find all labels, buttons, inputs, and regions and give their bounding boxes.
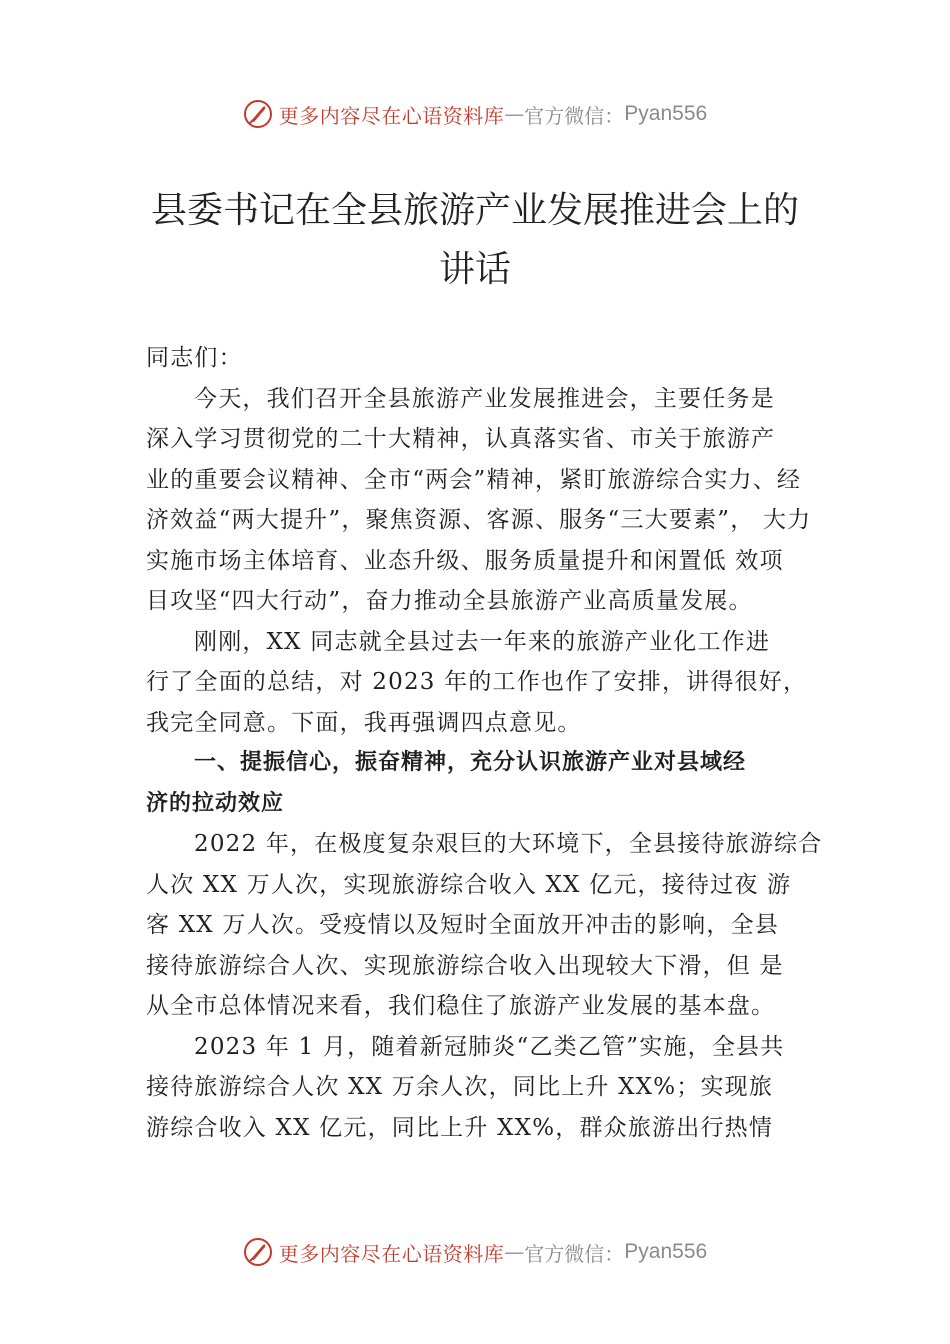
document-title-line-2: 讲话 — [438, 249, 511, 290]
body-line: 2023 年 1 月，随着新冠肺炎“乙类乙管”实施，全县共 — [194, 1033, 785, 1060]
banner-wechat-id: Pyan556 — [624, 1240, 708, 1263]
section-heading-line: 济的拉动效应 — [146, 790, 285, 816]
document-body — [146, 338, 823, 1148]
section-heading-line: 一、提振信心，振奋精神，充分认识旅游产业对县域经 — [194, 750, 747, 775]
banner-brand-text: 更多内容尽在心语资料库 — [278, 1241, 505, 1266]
body-line: 从全市总体情况来看，我们稳住了旅游产业发展的基本盘。 — [146, 993, 776, 1019]
header-watermark-banner — [0, 94, 950, 134]
body-line: 接待旅游综合人次 XX 万余人次，同比上升 XX%；实现旅 — [146, 1074, 774, 1100]
body-line: 目攻坚“四大行动”，奋力推动全县旅游产业高质量发展。 — [146, 588, 753, 614]
body-line: 游综合收入 XX 亿元，同比上升 XX%，群众旅游出行热情 — [146, 1114, 774, 1141]
banner-separator: — — [504, 1240, 525, 1264]
body-line: 深入学习贯彻党的二十大精神，认真落实省、市关于旅游产 — [146, 426, 776, 452]
banner-wechat-label: 官方微信： — [524, 103, 625, 128]
body-line: 接待旅游综合人次、实现旅游综合收入出现较大下滑，但 是 — [146, 952, 784, 979]
footer-watermark-banner — [0, 1232, 950, 1272]
salutation: 同志们： — [146, 345, 243, 371]
body-line: 业的重要会议精神、全市“两会”精神，紧盯旅游综合实力、经 — [146, 466, 802, 493]
banner-wechat-label: 官方微信： — [524, 1241, 625, 1266]
body-line: 人次 XX 万人次，实现旅游综合收入 XX 亿元，接待过夜 游 — [146, 871, 792, 898]
body-line: 济效益“两大提升”，聚焦资源、客源、服务“三大要素”， 大力 — [146, 507, 812, 533]
banner-brand-text: 更多内容尽在心语资料库 — [278, 103, 505, 128]
body-line: 我完全同意。下面，我再强调四点意见。 — [146, 709, 582, 736]
body-line: 刚刚，XX 同志就全县过去一年来的旅游产业化工作进 — [194, 628, 771, 655]
body-line: 2022 年，在极度复杂艰巨的大环境下，全县接待旅游综合 — [194, 831, 823, 857]
document-title-line-1: 县委书记在全县旅游产业发展推进会上的 — [150, 190, 799, 231]
body-line: 实施市场主体培育、业态升级、服务质量提升和闲置低 效项 — [146, 547, 784, 574]
banner-wechat-id: Pyan556 — [624, 102, 708, 125]
body-line: 客 XX 万人次。受疫情以及短时全面放开冲击的影响，全县 — [146, 912, 779, 938]
banner-separator: — — [504, 102, 525, 126]
body-line: 行了全面的总结，对 2023 年的工作也作了安排，讲得很好， — [146, 669, 808, 695]
quill-logo-icon — [243, 99, 273, 129]
body-line: 今天，我们召开全县旅游产业发展推进会，主要任务是 — [194, 385, 775, 412]
quill-logo-icon — [243, 1237, 273, 1267]
